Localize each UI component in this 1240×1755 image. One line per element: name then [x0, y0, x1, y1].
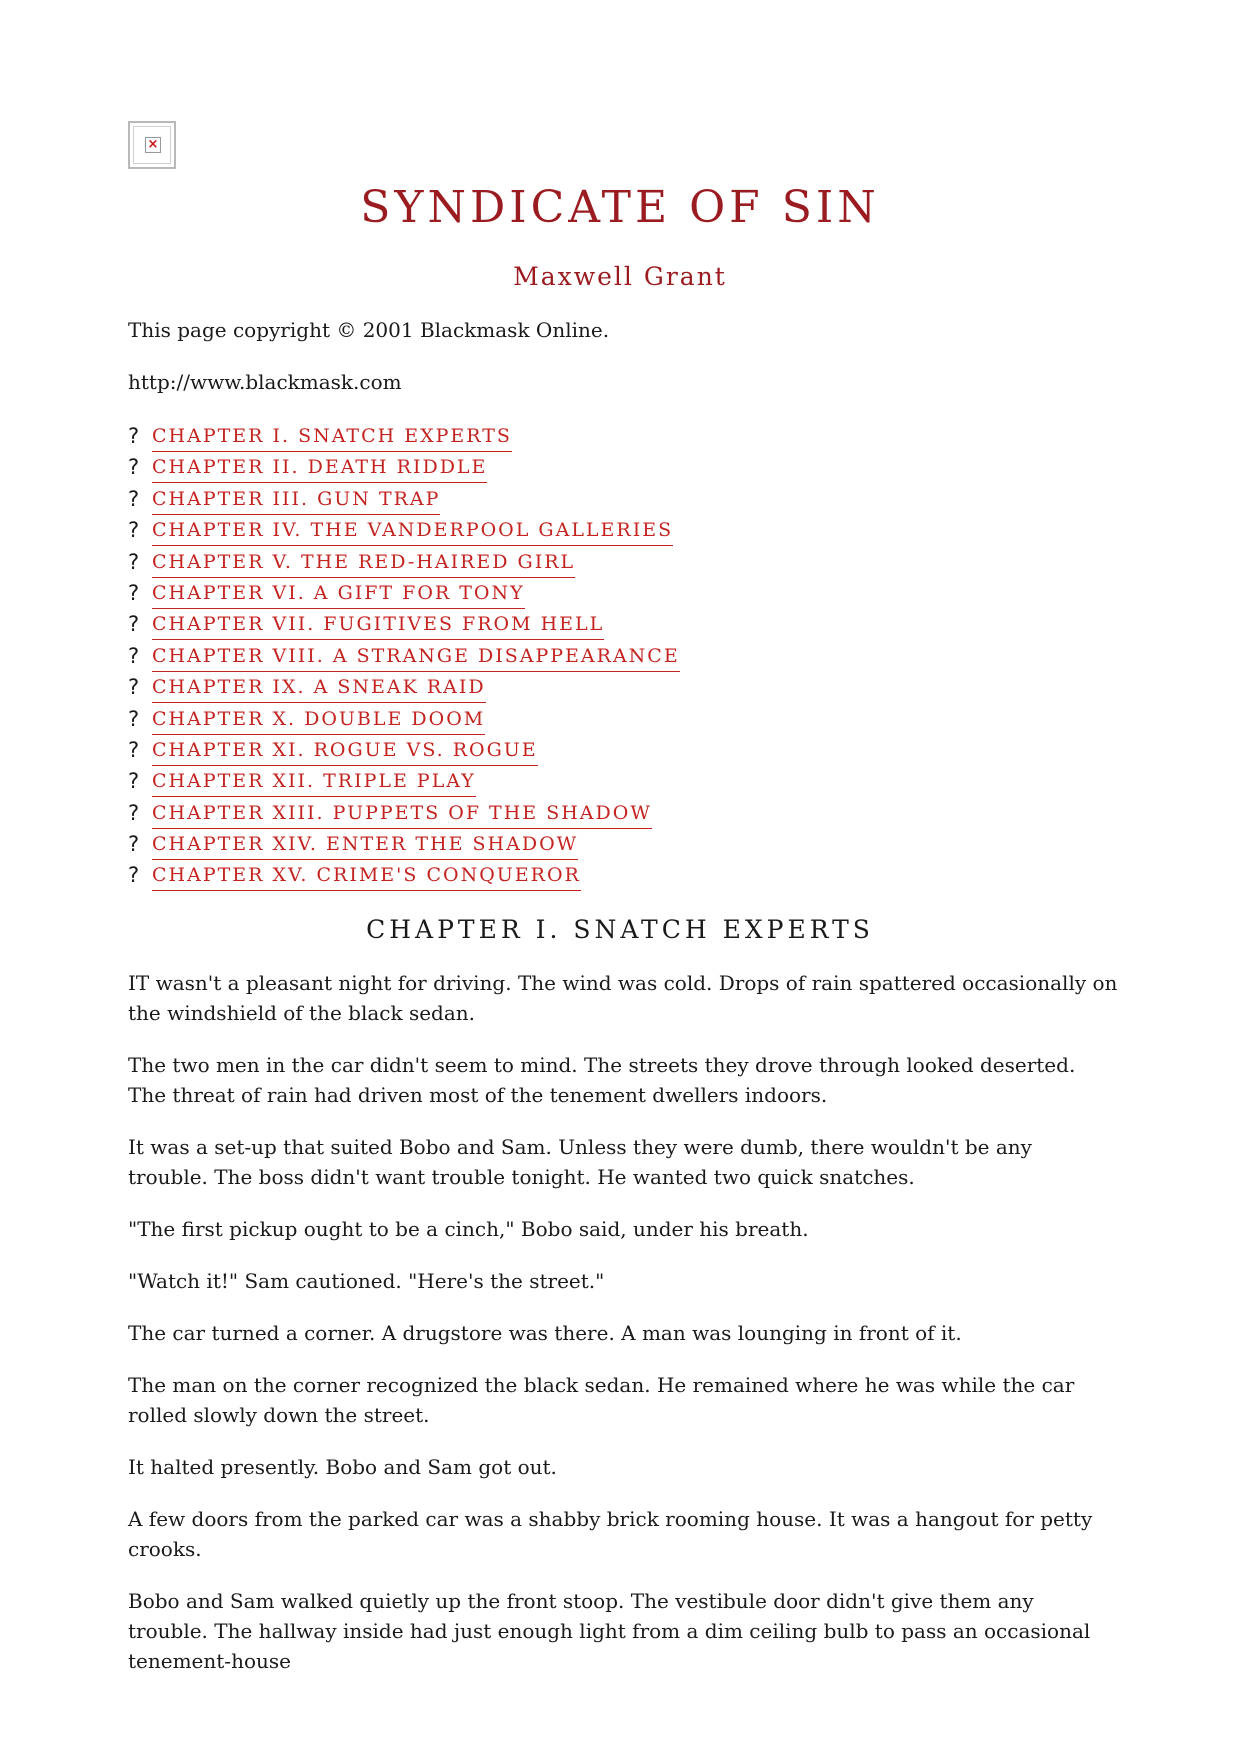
chapter-body — [128, 968, 1118, 1698]
toc-link-chapter-7[interactable]: CHAPTER VII. FUGITIVES FROM HELL — [152, 612, 604, 640]
toc-item — [128, 581, 680, 612]
toc-bullet: ? — [128, 737, 140, 762]
toc-bullet: ? — [128, 580, 140, 605]
toc-item — [128, 518, 680, 549]
toc-link-chapter-4[interactable]: CHAPTER IV. THE VANDERPOOL GALLERIES — [152, 518, 673, 546]
paragraph: "The first pickup ought to be a cinch," Bobo said, under his breath. — [128, 1217, 809, 1241]
paragraph: It was a set-up that suited Bobo and Sam. Unless they were dumb, there wouldn't be any trouble. The boss didn't want trouble tonight. He wanted two quick snatches. — [128, 1135, 1032, 1189]
toc-bullet: ? — [128, 612, 140, 637]
broken-image-icon: × — [145, 137, 161, 153]
toc-bullet: ? — [128, 675, 140, 700]
toc-item — [128, 801, 680, 832]
toc-link-chapter-3[interactable]: CHAPTER III. GUN TRAP — [152, 487, 440, 515]
toc-item — [128, 738, 680, 769]
toc-bullet: ? — [128, 486, 140, 511]
toc-item — [128, 487, 680, 518]
toc-link-chapter-13[interactable]: CHAPTER XIII. PUPPETS OF THE SHADOW — [152, 801, 652, 829]
paragraph: It halted presently. Bobo and Sam got out. — [128, 1455, 557, 1479]
toc-item — [128, 707, 680, 738]
toc-bullet: ? — [128, 863, 140, 888]
toc-link-chapter-5[interactable]: CHAPTER V. THE RED-HAIRED GIRL — [152, 550, 575, 578]
toc-item — [128, 550, 680, 581]
toc-bullet: ? — [128, 769, 140, 794]
toc-bullet: ? — [128, 643, 140, 668]
toc-bullet: ? — [128, 549, 140, 574]
book-author: Maxwell Grant — [513, 262, 727, 291]
toc-link-chapter-8[interactable]: CHAPTER VIII. A STRANGE DISAPPEARANCE — [152, 644, 680, 672]
toc-bullet: ? — [128, 800, 140, 825]
paragraph: The two men in the car didn't seem to mind. The streets they drove through looked deserted. The threat of rain had driven most of the tenement dwellers indoors. — [128, 1053, 1076, 1107]
paragraph: The car turned a corner. A drugstore was there. A man was lounging in front of it. — [128, 1321, 962, 1345]
table-of-contents — [128, 424, 680, 895]
toc-link-chapter-11[interactable]: CHAPTER XI. ROGUE VS. ROGUE — [152, 738, 538, 766]
book-title: SYNDICATE OF SIN — [360, 182, 880, 233]
copyright-notice: This page copyright © 2001 Blackmask Online. — [128, 318, 610, 342]
broken-image-placeholder — [128, 121, 176, 169]
toc-bullet: ? — [128, 518, 140, 543]
toc-item — [128, 612, 680, 643]
toc-link-chapter-15[interactable]: CHAPTER XV. CRIME'S CONQUEROR — [152, 863, 581, 891]
paragraph: The man on the corner recognized the black sedan. He remained where he was while the car rolled slowly down the street. — [128, 1373, 1075, 1427]
toc-item — [128, 675, 680, 706]
toc-item — [128, 769, 680, 800]
toc-link-chapter-9[interactable]: CHAPTER IX. A SNEAK RAID — [152, 675, 486, 703]
toc-link-chapter-14[interactable]: CHAPTER XIV. ENTER THE SHADOW — [152, 832, 578, 860]
paragraph: Bobo and Sam walked quietly up the front stoop. The vestibule door didn't give them any trouble. The hallway inside had just enough light from a dim ceiling bulb to pass an occasional tenement-house — [128, 1589, 1091, 1673]
paragraph: "Watch it!" Sam cautioned. "Here's the street." — [128, 1269, 605, 1293]
toc-bullet: ? — [128, 832, 140, 857]
toc-item — [128, 863, 680, 894]
toc-link-chapter-1[interactable]: CHAPTER I. SNATCH EXPERTS — [152, 424, 512, 452]
toc-bullet: ? — [128, 706, 140, 731]
toc-item — [128, 644, 680, 675]
paragraph: IT wasn't a pleasant night for driving. The wind was cold. Drops of rain spattered occasionally on the windshield of the black sedan. — [128, 971, 1118, 1025]
toc-item — [128, 424, 680, 455]
paragraph: A few doors from the parked car was a shabby brick rooming house. It was a hangout for petty crooks. — [128, 1507, 1093, 1561]
toc-link-chapter-10[interactable]: CHAPTER X. DOUBLE DOOM — [152, 707, 485, 735]
toc-bullet: ? — [128, 455, 140, 480]
toc-item — [128, 832, 680, 863]
chapter-heading: CHAPTER I. SNATCH EXPERTS — [366, 915, 874, 944]
toc-item — [128, 455, 680, 486]
toc-link-chapter-12[interactable]: CHAPTER XII. TRIPLE PLAY — [152, 769, 476, 797]
toc-link-chapter-6[interactable]: CHAPTER VI. A GIFT FOR TONY — [152, 581, 525, 609]
toc-bullet: ? — [128, 424, 140, 448]
source-url: http://www.blackmask.com — [128, 370, 402, 394]
toc-link-chapter-2[interactable]: CHAPTER II. DEATH RIDDLE — [152, 455, 487, 483]
